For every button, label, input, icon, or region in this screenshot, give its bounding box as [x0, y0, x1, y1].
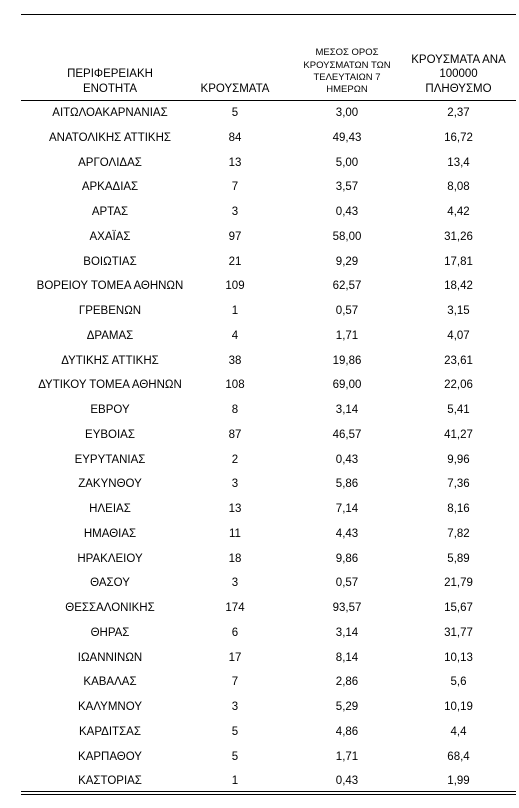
table-row [0, 175, 519, 200]
cases-cell: 3 [231, 701, 239, 713]
per100k-cell: 4,4 [450, 725, 467, 738]
cases-cell: 7 [231, 676, 239, 689]
cases-cell: 3 [231, 577, 239, 590]
table-row [0, 274, 519, 299]
header-region-line: ΠΕΡΙΦΕΡΕΙΑΚΗ [67, 68, 153, 81]
region-cell: ΒΟΙΩΤΙΑΣ [83, 255, 137, 268]
avg7-cell: 9,86 [335, 552, 359, 565]
cases-cell: 18 [228, 552, 242, 565]
header-per100k [401, 0, 516, 100]
cases-cell: 97 [228, 230, 242, 243]
cases-cell: 21 [228, 255, 242, 268]
table-row [0, 126, 519, 151]
header-per100k-line: ΠΛΗΘΥΣΜΟ [425, 82, 492, 95]
avg7-cell: 0,57 [335, 305, 359, 317]
avg7-cell: 49,43 [332, 131, 362, 144]
per100k-cell: 3,15 [447, 305, 470, 317]
table-row [0, 101, 519, 126]
table-row [0, 720, 519, 745]
table-row [0, 571, 519, 596]
avg7-cell: 93,57 [332, 602, 362, 614]
table-row [0, 423, 519, 448]
cases-cell: 5 [231, 750, 239, 763]
table-row [0, 522, 519, 547]
per100k-cell: 5,6 [450, 676, 467, 689]
cases-cell: 108 [225, 379, 245, 392]
table-row [0, 225, 519, 250]
region-cell: ΚΑΡΠΑΘΟΥ [78, 750, 142, 763]
table-row [0, 745, 519, 770]
per100k-cell: 31,26 [444, 230, 473, 243]
per100k-cell: 5,41 [447, 404, 470, 416]
region-cell: ΕΥΒΟΙΑΣ [85, 428, 135, 441]
avg7-cell: 9,29 [335, 255, 359, 268]
avg7-cell: 0,43 [335, 453, 359, 466]
table-row [0, 349, 519, 374]
cases-cell: 17 [228, 651, 242, 664]
avg7-cell: 3,57 [335, 181, 359, 194]
per100k-cell: 21,79 [444, 577, 473, 590]
per100k-cell: 7,36 [447, 478, 470, 491]
region-cell: ΚΑΣΤΟΡΙΑΣ [78, 775, 142, 788]
region-cell: ΔΡΑΜΑΣ [86, 329, 134, 342]
per100k-cell: 8,16 [447, 503, 470, 515]
region-cell: ΗΛΕΙΑΣ [89, 503, 131, 515]
cases-cell: 84 [228, 131, 242, 144]
per100k-cell: 10,19 [444, 701, 473, 713]
header-avg7-line: ΤΕΛΕΥΤΑΙΩΝ 7 [313, 71, 381, 83]
table-row [0, 695, 519, 720]
cases-cell: 4 [231, 329, 239, 342]
region-cell: ΖΑΚΥΝΘΟΥ [78, 478, 142, 491]
region-cell: ΑΧΑΪΑΣ [89, 230, 131, 243]
region-cell: ΘΗΡΑΣ [90, 626, 130, 639]
per100k-cell: 17,81 [444, 255, 473, 268]
per100k-cell: 23,61 [444, 354, 473, 367]
table-row [0, 151, 519, 176]
header-cases-line: ΚΡΟΥΣΜΑΤΑ [200, 82, 270, 95]
per100k-cell: 1,99 [447, 775, 470, 788]
table-row [0, 398, 519, 423]
header-region [21, 0, 199, 100]
avg7-cell: 2,86 [335, 676, 359, 689]
table-bottom-rule [21, 791, 516, 792]
cases-cell: 87 [228, 428, 242, 441]
header-region-line: ΕΝΟΤΗΤΑ [82, 82, 138, 95]
cases-cell: 38 [228, 354, 242, 367]
table-row [0, 299, 519, 324]
region-cell: ΚΑΛΥΜΝΟΥ [78, 701, 142, 713]
cases-cell: 1 [231, 305, 239, 317]
cases-cell: 6 [231, 626, 239, 639]
region-cell: ΑΙΤΩΛΟΑΚΑΡΝΑΝΙΑΣ [52, 107, 168, 119]
table-row [0, 324, 519, 349]
cases-cell: 13 [228, 156, 242, 169]
cases-cell: 174 [225, 602, 245, 614]
per100k-cell: 13,4 [447, 156, 470, 169]
region-cell: ΓΡΕΒΕΝΩΝ [78, 305, 142, 317]
per100k-cell: 15,67 [444, 602, 473, 614]
header-cases [199, 0, 271, 100]
region-cell: ΚΑΡΔΙΤΣΑΣ [79, 725, 141, 738]
cases-cell: 8 [231, 404, 239, 416]
avg7-cell: 4,86 [335, 725, 359, 738]
avg7-cell: 3,14 [335, 626, 359, 639]
region-cell: ΑΡΓΟΛΙΔΑΣ [78, 156, 142, 169]
cases-cell: 3 [231, 478, 239, 491]
header-per100k-line: 100000 [439, 68, 478, 81]
per100k-cell: 9,96 [447, 453, 470, 466]
table-row [0, 472, 519, 497]
per100k-cell: 4,42 [447, 206, 470, 218]
per100k-cell: 16,72 [444, 131, 473, 144]
region-cell: ΕΥΡΥΤΑΝΙΑΣ [74, 453, 146, 466]
per100k-cell: 10,13 [444, 651, 473, 664]
avg7-cell: 5,86 [335, 478, 359, 491]
region-cell: ΙΩΑΝΝΙΝΩΝ [77, 651, 143, 664]
avg7-cell: 1,71 [335, 750, 359, 763]
avg7-cell: 46,57 [332, 428, 362, 441]
table-bottom-rule [21, 794, 516, 795]
header-avg7 [293, 0, 401, 100]
cases-cell: 5 [231, 725, 239, 738]
avg7-cell: 7,14 [335, 503, 359, 515]
per100k-cell: 22,06 [444, 379, 473, 392]
table-row [0, 373, 519, 398]
per100k-cell: 68,4 [447, 750, 470, 763]
avg7-cell: 8,14 [335, 651, 359, 664]
table-row [0, 250, 519, 275]
avg7-cell: 4,43 [335, 527, 359, 540]
avg7-cell: 1,71 [335, 329, 359, 342]
region-cell: ΔΥΤΙΚΗΣ ΑΤΤΙΚΗΣ [61, 354, 159, 367]
table-row [0, 621, 519, 646]
region-cell: ΚΑΒΑΛΑΣ [83, 676, 137, 689]
header-avg7-line: ΗΜΕΡΩΝ [326, 83, 368, 95]
per100k-cell: 5,89 [447, 552, 470, 565]
cases-cell: 5 [231, 107, 239, 119]
avg7-cell: 0,43 [335, 206, 359, 218]
per100k-cell: 31,77 [444, 626, 473, 639]
table-row [0, 670, 519, 695]
avg7-cell: 0,43 [335, 775, 359, 788]
region-cell: ΑΡΤΑΣ [91, 206, 129, 218]
region-cell: ΘΕΣΣΑΛΟΝΙΚΗΣ [65, 602, 155, 614]
cases-cell: 109 [225, 280, 245, 293]
header-avg7-line: ΚΡΟΥΣΜΑΤΩΝ ΤΩΝ [303, 59, 391, 71]
region-cell: ΗΡΑΚΛΕΙΟΥ [77, 552, 143, 565]
avg7-cell: 69,00 [332, 379, 362, 392]
avg7-cell: 5,29 [335, 701, 359, 713]
header-avg7-line: ΜΕΣΟΣ ΟΡΟΣ [315, 47, 379, 59]
cases-cell: 7 [231, 181, 239, 194]
cases-cell: 13 [228, 503, 242, 515]
table-row [0, 547, 519, 572]
table-row [0, 448, 519, 473]
avg7-cell: 3,14 [335, 404, 359, 416]
cases-cell: 1 [231, 775, 239, 788]
table-row [0, 200, 519, 225]
cases-cell: 3 [231, 206, 239, 218]
avg7-cell: 3,00 [335, 107, 359, 119]
region-cell: ΗΜΑΘΙΑΣ [83, 527, 137, 540]
table-row [0, 497, 519, 522]
region-cell: ΒΟΡΕΙΟΥ ΤΟΜΕΑ ΑΘΗΝΩΝ [36, 280, 184, 293]
table-row [0, 596, 519, 621]
region-cell: ΑΝΑΤΟΛΙΚΗΣ ΑΤΤΙΚΗΣ [48, 131, 171, 144]
table-body [0, 101, 519, 794]
region-cell: ΑΡΚΑΔΙΑΣ [81, 181, 139, 194]
table-row [0, 646, 519, 671]
avg7-cell: 58,00 [332, 230, 362, 243]
avg7-cell: 19,86 [332, 354, 362, 367]
region-cell: ΕΒΡΟΥ [90, 404, 130, 416]
per100k-cell: 4,07 [447, 329, 470, 342]
header-per100k-line: ΚΡΟΥΣΜΑΤΑ ΑΝΑ [411, 53, 506, 66]
cases-cell: 2 [231, 453, 239, 466]
per100k-cell: 41,27 [444, 428, 473, 441]
per100k-cell: 18,42 [444, 280, 473, 293]
avg7-cell: 62,57 [332, 280, 362, 293]
region-cell: ΘΑΣΟΥ [90, 577, 130, 590]
region-cell: ΔΥΤΙΚΟΥ ΤΟΜΕΑ ΑΘΗΝΩΝ [38, 379, 182, 392]
avg7-cell: 5,00 [335, 156, 359, 169]
per100k-cell: 7,82 [447, 527, 470, 540]
cases-cell: 11 [229, 527, 241, 540]
per100k-cell: 2,37 [447, 107, 470, 119]
avg7-cell: 0,57 [335, 577, 359, 590]
per100k-cell: 8,08 [447, 181, 470, 194]
